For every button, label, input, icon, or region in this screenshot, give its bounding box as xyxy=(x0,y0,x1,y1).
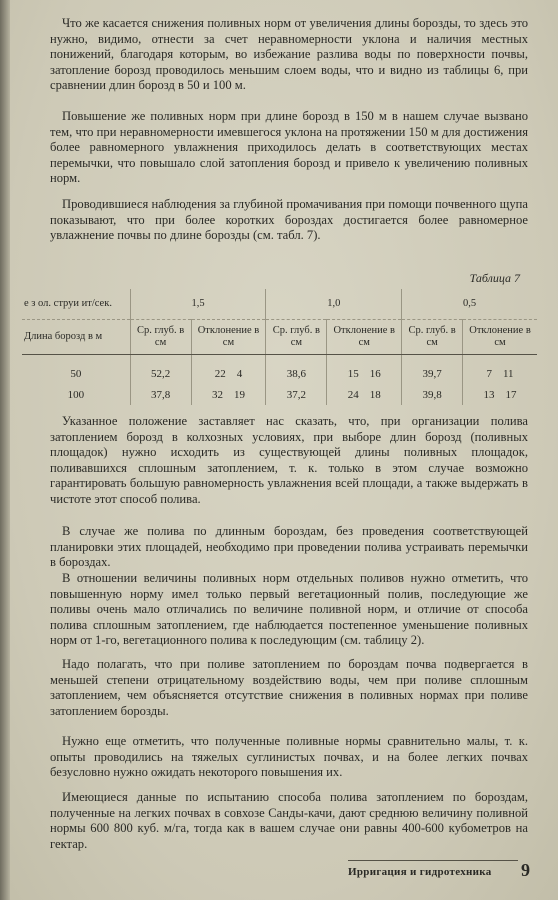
paragraph-8-text: Нужно еще отметить, что полученные поливные нормы сравнительно малы, т. к. опыты проводились на тяжелых суглинистых почвах, и на более легких почвах безусловно нужно ожидать некоторого повышения их. xyxy=(50,734,528,780)
table-subhead: Отклонение в см xyxy=(327,320,402,355)
table-cell: 38,6 xyxy=(266,355,327,385)
page-number: 9 xyxy=(521,860,530,880)
table-cell: 37,8 xyxy=(130,384,191,405)
paragraph-3-text: Проводившиеся наблюдения за глубиной промачивания при помощи почвенного щупа показывают, что при более коротких бороздах достигается более равномерное увлажнение почвы по длине борозды (см. табл. 7). xyxy=(50,197,528,243)
table-head-flow-label: е з ол. струи ит/сек. xyxy=(22,289,130,320)
table-subhead: Отклонение в см xyxy=(191,320,266,355)
paragraph-6 xyxy=(50,571,528,649)
paragraph-6-text: В отношении величины поливных норм отдельных поливов нужно отметить, что повышенную норму имел только первый вегетационный полив, последующие же поливы очень мало отличались по величине поливной норм, и отличие от способа полива сплошным затоплением, где наблюдается постепенное уменьшение поливных норм от 1-го, вегетационного полива к последующим (см. таблицу 2). xyxy=(50,571,528,648)
paragraph-4-text: Указанное положение заставляет нас сказать, что, при организации полива затоплением борозд в колхозных условиях, при выборе длин борозд (поливных площадок) нужно исходить из существующей длины поливных площадок, поливавшихся сплошным затоплением, т. к. только в этом случае возможно гарантировать большую равномерность увлажнения всей площади, а также выдержать в чистоте этот способ полива. xyxy=(50,414,528,506)
table-subhead: Ср. глуб. в см xyxy=(130,320,191,355)
table-subhead: Ср. глуб. в см xyxy=(402,320,463,355)
table-subhead: Отклонение в см xyxy=(463,320,537,355)
table-cell: 39,8 xyxy=(402,384,463,405)
table-row xyxy=(22,384,537,405)
table-cell: 37,2 xyxy=(266,384,327,405)
paragraph-3 xyxy=(50,197,528,244)
paragraph-4 xyxy=(50,414,528,508)
table-cell: 22 4 xyxy=(191,355,266,385)
paragraph-7-text: Надо полагать, что при поливе затоплением по бороздам почва подвергается в меньшей степени отрицательному воздействию воды, чем при поливе сплошным затоплением, чем объясняется отсутствие снижения в поливных нормах при поливе затоплением борозды. xyxy=(50,657,528,718)
paragraph-1-text: Что же касается снижения поливных норм от увеличения длины борозды, то здесь это нужно, видимо, отнести за счет неравномерности уклона и наличия местных понижений, благодаря которым, во избежание разлива воды по поверхности почвы, затопление борозд проводилось меньшим слоем воды, что и видно из таблицы 6, при сравнении длин борозд в 50 и 100 м. xyxy=(50,16,528,93)
table-cell-length: 100 xyxy=(22,384,130,405)
paragraph-7 xyxy=(50,657,528,719)
table-cell-length: 50 xyxy=(22,355,130,385)
page-edge-shadow xyxy=(0,0,10,900)
table-cell: 7 11 xyxy=(486,367,514,380)
table-head-length: Длина борозд в м xyxy=(22,320,130,355)
table-cell: 39,7 xyxy=(402,355,463,385)
paragraph-5 xyxy=(50,524,528,571)
paragraph-9 xyxy=(50,790,528,852)
table-cell: 52,2 xyxy=(130,355,191,385)
table-subhead: Ср. глуб. в см xyxy=(266,320,327,355)
table-header-row-2 xyxy=(22,320,537,355)
table-cell: 32 19 xyxy=(191,384,266,405)
footer-rule xyxy=(348,860,518,861)
table-row xyxy=(22,355,537,385)
table-head-flow-1: 1,5 xyxy=(130,289,266,320)
paragraph-8 xyxy=(50,734,528,781)
paragraph-1 xyxy=(50,16,528,94)
table-cell: 15 16 xyxy=(327,355,402,385)
table-header-row-1 xyxy=(22,289,537,320)
paragraph-5-text: В случае же полива по длинным бороздам, без проведения соответствующей планировки этих площадей, необходимо при проведении полива устраивать перемычки в бороздах. xyxy=(50,524,528,570)
table-head-flow-2: 1,0 xyxy=(266,289,402,320)
paragraph-2-text: Повышение же поливных норм при длине борозд в 150 м в нашем случае вызвано тем, что при неравномерности имевшегося уклона на протяжении 150 м для достижения более равномерного увлажнения приходилось делать в соответствующих местах перемычки, что повышало слой затопления борозд и привело к увеличению поливных норм. xyxy=(50,109,528,186)
table-caption: Таблица 7 xyxy=(469,271,520,285)
paragraph-9-text: Имеющиеся данные по испытанию способа полива затоплением по бороздам, полученные на легких почвах в совхозе Санды-качи, дают среднюю величину поливной нормы 600 800 куб. м/га, тогда как в вашем случае они равны 400-600 кубометров на гектар. xyxy=(50,790,528,851)
journal-title: Ирригация и гидротехника xyxy=(348,866,492,878)
table-head-flow-3: 0,5 xyxy=(402,289,537,320)
table-cell: 24 18 xyxy=(327,384,402,405)
data-table xyxy=(22,289,537,405)
table-cell: 13 17 xyxy=(483,388,517,401)
paragraph-2 xyxy=(50,109,528,187)
